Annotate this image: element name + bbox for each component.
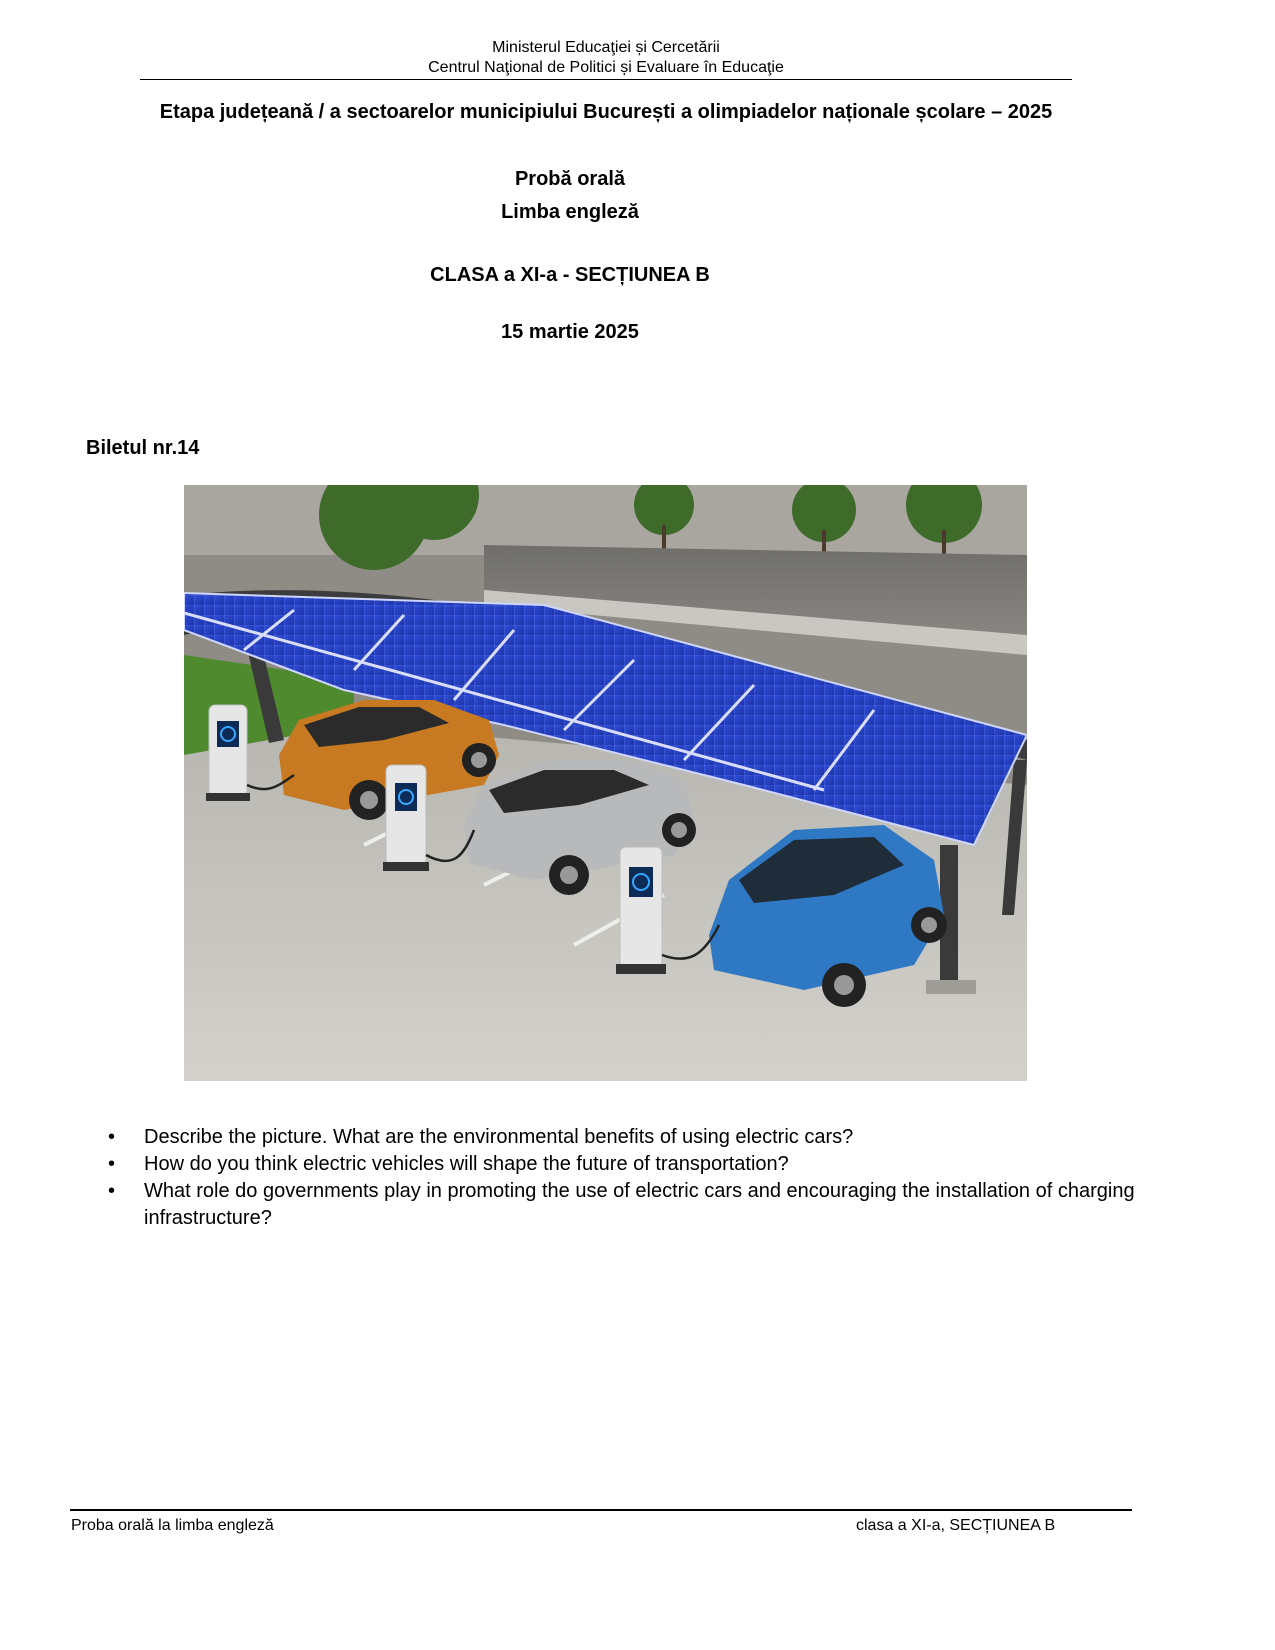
page-title: Etapa județeană / a sectoarelor municipiului București a olimpiadelor naționale școlare – 2025 [159,101,1053,123]
bullet-icon: • [108,1126,116,1148]
question-text: How do you think electric vehicles will shape the future of transportation? [144,1153,789,1175]
test-type: Probă orală [514,168,626,190]
bullet-icon: • [108,1153,116,1175]
question-item [84,1151,1154,1178]
footer-rule [70,1509,1132,1511]
question-text: What role do governments play in promoting the use of electric cars and encouraging the installation of charging infrastructure? [144,1180,1135,1229]
header-rule [140,79,1072,80]
footer-left: Proba orală la limba engleză [71,1517,274,1534]
question-item [84,1124,1154,1151]
exam-date: 15 martie 2025 [501,321,639,343]
question-list [84,1124,1154,1232]
header-ministry: Ministerul Educaţiei și Cercetării [492,39,720,56]
question-item [84,1178,1154,1232]
ev-charging-photo [184,485,1027,1081]
question-text: Describe the picture. What are the environmental benefits of using electric cars? [144,1126,854,1148]
footer-right: clasa a XI-a, SECȚIUNEA B [856,1517,1056,1534]
bullet-icon: • [108,1180,116,1202]
class-section: CLASA a XI-a - SECȚIUNEA B [430,264,710,286]
header-center: Centrul Naţional de Politici și Evaluare în Educaţie [428,59,784,76]
subject: Limba engleză [501,201,639,223]
ticket-number: Biletul nr.14 [86,437,200,459]
